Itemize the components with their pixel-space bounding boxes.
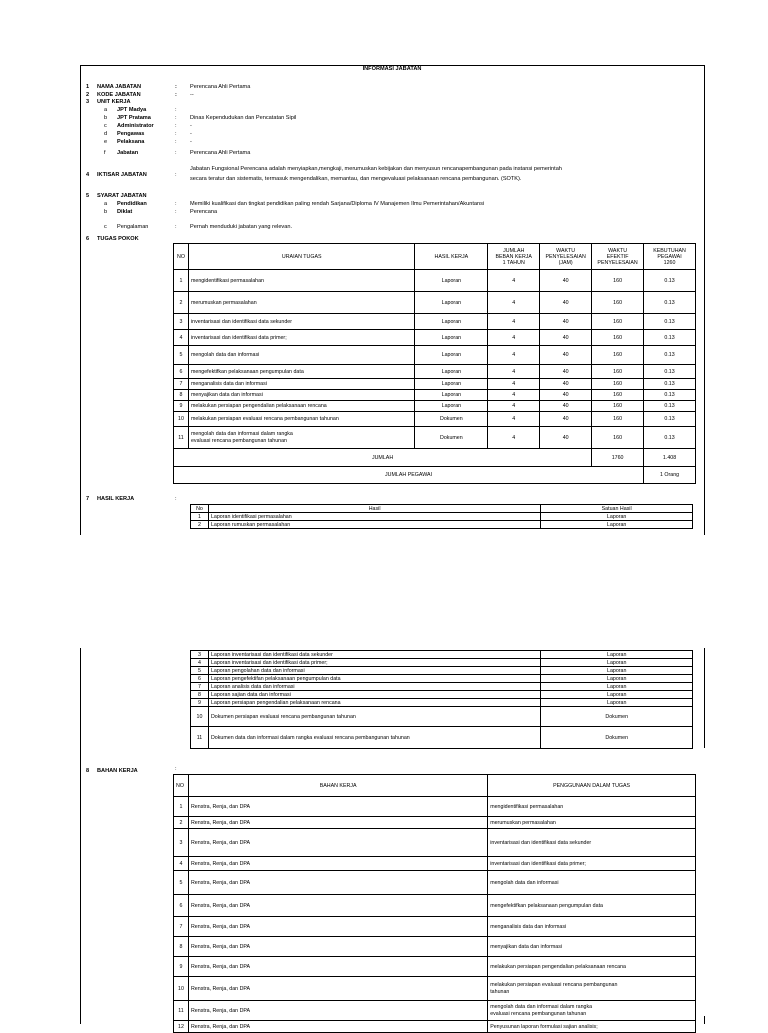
bahan-text: Renstra, Renja, dan DPA (188, 1021, 487, 1033)
tugas-kebutuhan: 0.13 (644, 314, 696, 330)
tugas-hasil: Laporan (415, 365, 488, 379)
hasil-kerja-label: HASIL KERJA (97, 496, 135, 502)
hasil-text: Laporan inventarisasi dan identifikasi data sekunder (208, 651, 541, 659)
tugas-no: 6 (174, 365, 189, 379)
tugas-jumlah: 4 (488, 346, 540, 365)
tugas-no: 1 (174, 270, 189, 292)
syarat-b-label: Diklat (117, 209, 133, 215)
tugas-hasil: Laporan (415, 314, 488, 330)
table-row (191, 727, 693, 749)
tugas-no: 5 (174, 346, 189, 365)
hasil-text: Laporan pengolahan data dan informasi (208, 667, 541, 675)
page2-left-border (80, 648, 81, 1024)
unit-e-letter: e (104, 139, 108, 145)
tugas-efektif: 160 (592, 270, 644, 292)
bahan-header-no: NO (174, 775, 189, 797)
tugas-kebutuhan: 0.13 (644, 270, 696, 292)
field-2-sep: : (175, 92, 177, 98)
unit-d-letter: d (104, 131, 108, 137)
hasil-text: Dokumen persiapan evaluasi rencana pembangunan tahunan (208, 707, 541, 727)
bahan-text: Renstra, Renja, dan DPA (188, 829, 487, 857)
ikhtisar-text-2: secara teratur dan sistematis, termasuk mengendalikan, memantau, dan mengevaluasi pelaksanaan rencana pembangunan. (SOTK). (190, 176, 522, 182)
hasil-text: Laporan rumuskan permasalahan (208, 521, 540, 529)
unit-b-sep: : (175, 115, 177, 121)
tugas-no: 4 (174, 330, 189, 346)
hasil-satuan: Laporan (541, 651, 693, 659)
bahan-kerja-sep: : (175, 766, 177, 772)
hasil-table-page1 (190, 504, 693, 529)
unit-a-letter: a (104, 107, 108, 113)
tugas-jumlah: 4 (488, 412, 540, 427)
table-row (174, 1001, 696, 1021)
tugas-jumlah: 4 (488, 314, 540, 330)
tugas-header-kebutuhan-1: KEBUTUHAN (653, 247, 686, 254)
tugas-pegawai-value: 1 Orang (644, 467, 696, 484)
bahan-no: 1 (174, 797, 189, 817)
hasil-satuan: Laporan (541, 675, 693, 683)
bahan-text: Renstra, Renja, dan DPA (188, 937, 487, 957)
bahan-penggunaan: mengefektifkan pelaksanaan pengumpulan data (488, 895, 696, 917)
bahan-no: 5 (174, 871, 189, 895)
tugas-no: 11 (174, 427, 189, 449)
table-row (174, 401, 696, 412)
ikhtisar-text-1: Jabatan Fungsional Perencana adalah menyiapkan,mengkaji, merumuskan kebijakan dan menyusun rencanapembangunan pada instansi pemerintah (190, 166, 562, 172)
table-row (174, 292, 696, 314)
unit-d-value: - (190, 131, 192, 137)
hasil-text: Laporan persiapan pengendalian pelaksanaan rencana (208, 699, 541, 707)
tugas-hasil: Laporan (415, 346, 488, 365)
field-3-label: UNIT KERJA (97, 99, 131, 105)
bahan-text: Renstra, Renja, dan DPA (188, 797, 487, 817)
doc-title: INFORMASI JABATAN (362, 66, 422, 72)
tugas-kebutuhan: 0.13 (644, 401, 696, 412)
tugas-header-kebutuhan (644, 244, 696, 270)
field-1-label: NAMA JABATAN (97, 84, 142, 90)
hasil-text: Laporan pengefektifan pelaksanaan pengumpulan data (208, 675, 541, 683)
table-row (191, 707, 693, 727)
tugas-efektif: 160 (592, 379, 644, 390)
tugas-jumlah-row (174, 449, 696, 467)
tugas-kebutuhan: 0.13 (644, 346, 696, 365)
unit-c-sep: : (175, 123, 177, 129)
tugas-uraian-line-2: evaluasi rencana pembangunan tahunan (190, 437, 287, 444)
table-row (174, 977, 696, 1001)
tugas-kebutuhan: 0.13 (644, 412, 696, 427)
unit-e-label: Pelaksana (117, 139, 145, 145)
bahan-penggunaan-line-1: mengolah data dan informasi dalam rangka (490, 1003, 593, 1010)
tugas-hasil: Laporan (415, 292, 488, 314)
page2-right-border-lower (704, 1016, 705, 1024)
tugas-waktu: 40 (540, 390, 592, 401)
hasil-no: 10 (191, 707, 209, 727)
tugas-header-waktu (540, 244, 592, 270)
bahan-text: Renstra, Renja, dan DPA (188, 917, 487, 937)
bahan-penggunaan-line-2: evaluasi rencana pembangunan tahunan (490, 1010, 587, 1017)
tugas-efektif: 160 (592, 412, 644, 427)
tugas-header-kebutuhan-2: PEGAWAI (657, 253, 682, 260)
bahan-penggunaan (488, 977, 696, 1001)
table-row (174, 379, 696, 390)
syarat-a-value: Memiliki kualifikasi dan tingkat pendidikan paling rendah Sarjana/Diploma IV Manajemen Ilmu Pemerintahan/Akuntansi (190, 201, 485, 207)
syarat-b-letter: b (104, 209, 108, 215)
syarat-c-label: Pengalaman (117, 224, 149, 230)
hasil-header-no: No (191, 505, 209, 513)
tugas-efektif: 160 (592, 365, 644, 379)
bahan-text: Renstra, Renja, dan DPA (188, 977, 487, 1001)
tugas-waktu: 40 (540, 401, 592, 412)
tugas-header-kebutuhan-3: 1260 (663, 259, 676, 266)
tugas-header-jumlah (488, 244, 540, 270)
tugas-jumlah: 4 (488, 379, 540, 390)
bahan-no: 9 (174, 957, 189, 977)
tugas-waktu: 40 (540, 330, 592, 346)
ikhtisar-num: 4 (86, 172, 90, 178)
table-row (174, 817, 696, 829)
tugas-waktu: 40 (540, 270, 592, 292)
tugas-hasil: Laporan (415, 270, 488, 292)
hasil-header-row (191, 505, 693, 513)
tugas-jumlah: 4 (488, 427, 540, 449)
tugas-header-efektif (592, 244, 644, 270)
hasil-satuan: Laporan (541, 691, 693, 699)
bahan-penggunaan: melakukan persiapan pengendalian pelaksanaan rencana (488, 957, 696, 977)
tugas-kebutuhan: 0.13 (644, 330, 696, 346)
tugas-header-row (174, 244, 696, 270)
tugas-jumlah: 4 (488, 401, 540, 412)
tugas-uraian: menganalisis data dan informasi (188, 379, 415, 390)
table-row (191, 691, 693, 699)
table-row (174, 957, 696, 977)
table-row (174, 412, 696, 427)
bahan-no: 7 (174, 917, 189, 937)
hasil-text: Dokumen data dan informasi dalam rangka evaluasi rencana pembangunan tahunan (208, 727, 541, 749)
bahan-penggunaan-line-1: melakukan persiapan evaluasi rencana pembangunan (490, 981, 618, 988)
tugas-hasil: Laporan (415, 401, 488, 412)
tugas-waktu: 40 (540, 365, 592, 379)
unit-b-label: JPT Pratama (117, 115, 151, 121)
hasil-no: 7 (191, 683, 209, 691)
tugas-header-jumlah-2: BEBAN KERJA (495, 253, 532, 260)
tugas-no: 2 (174, 292, 189, 314)
page1-left-border (80, 65, 81, 535)
hasil-satuan: Laporan (541, 521, 693, 529)
bahan-header-row (174, 775, 696, 797)
tugas-efektif: 160 (592, 330, 644, 346)
bahan-no: 3 (174, 829, 189, 857)
tugas-jumlah-kebutuhan: 1.408 (644, 449, 696, 467)
tugas-header-efektif-1: WAKTU (608, 247, 628, 254)
unit-d-label: Pengawas (117, 131, 145, 137)
bahan-penggunaan: menyajikan data dan informasi (488, 937, 696, 957)
field-2-num: 2 (86, 92, 90, 98)
bahan-no: 10 (174, 977, 189, 1001)
tugas-jumlah: 4 (488, 270, 540, 292)
syarat-b-sep: : (175, 209, 177, 215)
bahan-text: Renstra, Renja, dan DPA (188, 895, 487, 917)
tugas-header-uraian: URAIAN TUGAS (188, 244, 415, 270)
table-row (174, 427, 696, 449)
table-row (174, 829, 696, 857)
tugas-uraian: melakukan persiapan evaluasi rencana pembangunan tahunan (188, 412, 415, 427)
table-row (191, 659, 693, 667)
unit-b-value: Dinas Kependudukan dan Pencatatan Sipil (190, 115, 297, 121)
tugas-header-jumlah-1: JUMLAH (503, 247, 525, 254)
unit-d-sep: : (175, 131, 177, 137)
tugas-header-waktu-3: (JAM) (558, 259, 573, 266)
syarat-a-label: Pendidikan (117, 201, 147, 207)
tugas-hasil: Laporan (415, 330, 488, 346)
tugas-efektif: 160 (592, 401, 644, 412)
field-1-sep: : (175, 84, 177, 90)
syarat-a-letter: a (104, 201, 108, 207)
unit-f-value: Perencana Ahli Pertama (190, 150, 251, 156)
bahan-penggunaan: inventarisasi dan identifikasi data sekunder (488, 829, 696, 857)
hasil-satuan: Dokumen (541, 707, 693, 727)
tugas-uraian: mengefektifkan pelaksanaan pengumpulan data (188, 365, 415, 379)
hasil-no: 1 (191, 513, 209, 521)
tugas-pegawai-row (174, 467, 696, 484)
tugas-header-efektif-3: PENYELESAIAN (597, 259, 638, 266)
tugas-uraian: mengolah data dan informasi (188, 346, 415, 365)
tugas-efektif: 160 (592, 292, 644, 314)
tugas-no: 9 (174, 401, 189, 412)
tugas-jumlah-label: JUMLAH (174, 449, 592, 467)
unit-a-sep: : (175, 107, 177, 113)
table-row (174, 346, 696, 365)
unit-e-sep: : (175, 139, 177, 145)
field-2-label: KODE JABATAN (97, 92, 141, 98)
tugas-uraian: inventarisasi dan identifikasi data sekunder (188, 314, 415, 330)
tugas-waktu: 40 (540, 379, 592, 390)
table-row (174, 390, 696, 401)
bahan-no: 11 (174, 1001, 189, 1021)
field-1-num: 1 (86, 84, 90, 90)
hasil-no: 8 (191, 691, 209, 699)
tugas-jumlah-efektif: 1760 (592, 449, 644, 467)
tugas-jumlah: 4 (488, 390, 540, 401)
tugas-uraian: melakukan persiapan pengendalian pelaksanaan rencana (188, 401, 415, 412)
bahan-kerja-num: 8 (86, 768, 90, 774)
tugas-kebutuhan: 0.13 (644, 365, 696, 379)
tugas-hasil: Dokumen (415, 427, 488, 449)
tugas-jumlah: 4 (488, 365, 540, 379)
table-row (174, 330, 696, 346)
hasil-no: 4 (191, 659, 209, 667)
tugas-header-waktu-1: WAKTU (556, 247, 576, 254)
tugas-no: 8 (174, 390, 189, 401)
syarat-c-sep: : (175, 224, 177, 230)
table-row (174, 797, 696, 817)
hasil-no: 9 (191, 699, 209, 707)
tugas-pegawai-label: JUMLAH PEGAWAI (174, 467, 644, 484)
tugas-pokok-label: TUGAS POKOK (97, 236, 139, 242)
table-row (191, 667, 693, 675)
hasil-text: Laporan inventarisasi dan identifikasi data primer; (208, 659, 541, 667)
tugas-no: 10 (174, 412, 189, 427)
unit-f-letter: f (104, 150, 106, 156)
hasil-satuan: Laporan (541, 659, 693, 667)
field-3-num: 3 (86, 99, 90, 105)
tugas-efektif: 160 (592, 314, 644, 330)
hasil-no: 6 (191, 675, 209, 683)
page2-right-border (704, 648, 705, 748)
hasil-satuan: Laporan (541, 513, 693, 521)
tugas-pokok-num: 6 (86, 236, 90, 242)
bahan-penggunaan: menganalisis data dan informasi (488, 917, 696, 937)
bahan-no: 6 (174, 895, 189, 917)
hasil-text: Laporan analisis data dan informasi (208, 683, 541, 691)
hasil-no: 2 (191, 521, 209, 529)
hasil-header-satuan: Satuan Hasil (541, 505, 693, 513)
tugas-uraian-line-1: mengolah data dan informasi dalam rangka (190, 430, 293, 437)
bahan-header-penggunaan: PENGGUNAAN DALAM TUGAS (488, 775, 696, 797)
tugas-header-efektif-2: EFEKTIF (606, 253, 629, 260)
bahan-text: Renstra, Renja, dan DPA (188, 871, 487, 895)
tugas-waktu: 40 (540, 314, 592, 330)
table-row (191, 651, 693, 659)
hasil-satuan: Dokumen (541, 727, 693, 749)
table-row (174, 314, 696, 330)
tugas-waktu: 40 (540, 346, 592, 365)
tugas-uraian: inventarisasi dan identifikasi data primer; (188, 330, 415, 346)
unit-e-value: - (190, 139, 192, 145)
bahan-text: Renstra, Renja, dan DPA (188, 857, 487, 871)
syarat-num: 5 (86, 193, 90, 199)
tugas-kebutuhan: 0.13 (644, 379, 696, 390)
tugas-uraian: menyajikan data dan informasi (188, 390, 415, 401)
hasil-no: 5 (191, 667, 209, 675)
bahan-penggunaan: mengolah data dan informasi (488, 871, 696, 895)
tugas-uraian: mengidentifikasi permasalahan (188, 270, 415, 292)
bahan-text: Renstra, Renja, dan DPA (188, 1001, 487, 1021)
page1-right-border (704, 65, 705, 535)
table-row (174, 871, 696, 895)
tugas-kebutuhan: 0.13 (644, 390, 696, 401)
tugas-hasil: Laporan (415, 379, 488, 390)
tugas-efektif: 160 (592, 390, 644, 401)
hasil-kerja-sep: : (175, 496, 177, 502)
table-row (174, 895, 696, 917)
bahan-no: 2 (174, 817, 189, 829)
bahan-text: Renstra, Renja, dan DPA (188, 817, 487, 829)
syarat-c-letter: c (104, 224, 107, 230)
tugas-no: 7 (174, 379, 189, 390)
table-row (174, 937, 696, 957)
unit-f-label: Jabatan (117, 150, 139, 156)
tugas-hasil: Dokumen (415, 412, 488, 427)
tugas-header-no: NO (174, 244, 189, 270)
table-row (174, 857, 696, 871)
field-1-value: Perencana Ahli Pertama (190, 84, 251, 90)
bahan-no: 4 (174, 857, 189, 871)
bahan-penggunaan: inventarisasi dan identifikasi data primer; (488, 857, 696, 871)
table-row (191, 521, 693, 529)
tugas-waktu: 40 (540, 292, 592, 314)
hasil-text: Laporan identifikasi permasalahan (208, 513, 540, 521)
tugas-uraian: merumuskan permasalahan (188, 292, 415, 314)
hasil-no: 11 (191, 727, 209, 749)
unit-c-letter: c (104, 123, 107, 129)
tugas-table (173, 243, 696, 484)
syarat-b-value: Perencana (190, 209, 218, 215)
unit-f-sep: : (175, 150, 177, 156)
table-row (191, 683, 693, 691)
tugas-efektif: 160 (592, 427, 644, 449)
tugas-hasil: Laporan (415, 390, 488, 401)
bahan-penggunaan: merumuskan permasalahan (488, 817, 696, 829)
tugas-header-hasil: HASIL KERJA (415, 244, 488, 270)
tugas-uraian (188, 427, 415, 449)
hasil-kerja-num: 7 (86, 496, 90, 502)
table-row (174, 917, 696, 937)
bahan-table (173, 774, 696, 1033)
hasil-text: Laporan sajian data dan informasi (208, 691, 541, 699)
unit-c-value: - (190, 123, 192, 129)
field-2-value: -- (190, 92, 194, 98)
hasil-no: 3 (191, 651, 209, 659)
hasil-satuan: Laporan (541, 667, 693, 675)
bahan-no: 8 (174, 937, 189, 957)
tugas-jumlah: 4 (488, 292, 540, 314)
hasil-satuan: Laporan (541, 683, 693, 691)
table-row (174, 270, 696, 292)
syarat-label: SYARAT JABATAN (97, 193, 147, 199)
ikhtisar-label: IKTISAR JABATAN (97, 172, 147, 178)
tugas-jumlah: 4 (488, 330, 540, 346)
bahan-kerja-label: BAHAN KERJA (97, 768, 138, 774)
tugas-waktu: 40 (540, 412, 592, 427)
table-row (174, 365, 696, 379)
tugas-kebutuhan: 0.13 (644, 292, 696, 314)
ikhtisar-sep: : (175, 172, 177, 178)
hasil-satuan: Laporan (541, 699, 693, 707)
unit-c-label: Administrator (117, 123, 154, 129)
table-row (191, 699, 693, 707)
syarat-c-value: Pernah menduduki jabatan yang relevan. (190, 224, 293, 230)
tugas-no: 3 (174, 314, 189, 330)
tugas-waktu: 40 (540, 427, 592, 449)
hasil-header-hasil: Hasil (208, 505, 540, 513)
syarat-a-sep: : (175, 201, 177, 207)
table-row (191, 675, 693, 683)
table-row (191, 513, 693, 521)
bahan-penggunaan-line-2: tahunan (490, 988, 510, 995)
bahan-no: 12 (174, 1021, 189, 1033)
bahan-penggunaan: mengidentifikasi permasalahan (488, 797, 696, 817)
unit-b-letter: b (104, 115, 108, 121)
tugas-header-jumlah-3: 1 TAHUN (502, 259, 525, 266)
bahan-header-bahan: BAHAN KERJA (188, 775, 487, 797)
unit-a-label: JPT Madya (117, 107, 147, 113)
bahan-text: Renstra, Renja, dan DPA (188, 957, 487, 977)
tugas-efektif: 160 (592, 346, 644, 365)
hasil-table-page2 (190, 650, 693, 749)
tugas-kebutuhan: 0.13 (644, 427, 696, 449)
tugas-header-waktu-2: PENYELESAIAN (545, 253, 586, 260)
bahan-penggunaan (488, 1001, 696, 1021)
bahan-penggunaan: Penyusunan laporan formulasi sajian analisis; (488, 1021, 696, 1033)
table-row (174, 1021, 696, 1033)
